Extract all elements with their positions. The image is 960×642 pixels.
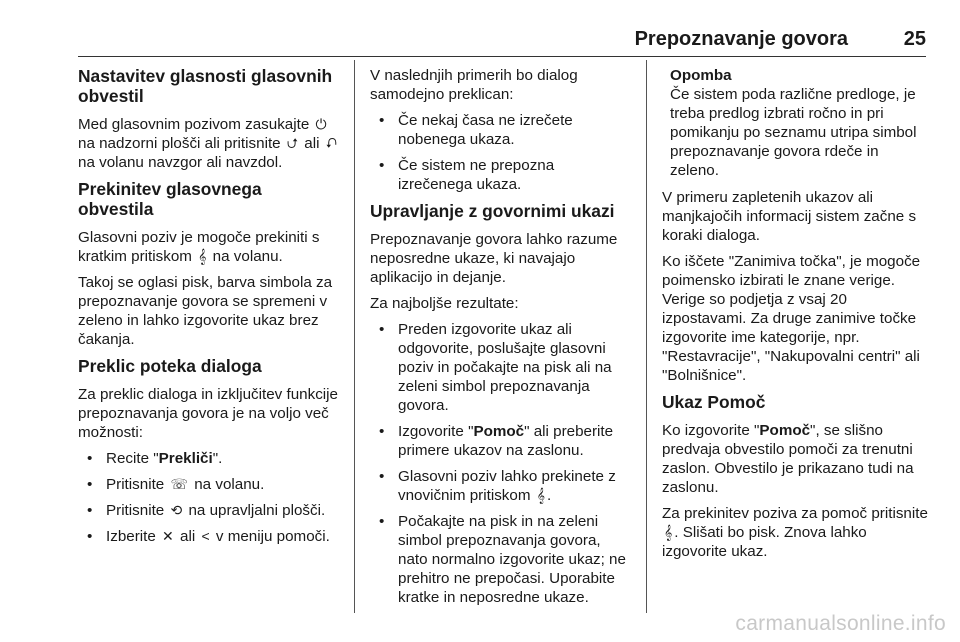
heading-cancel: Preklic poteka dialoga	[78, 356, 262, 376]
paragraph-volume: Med glasovnim pozivom zasukajte ⏻ na nadzorni plošči ali pritisnite ⮍ ali ⮏ na volanu navzgor ali navzdol.	[78, 116, 337, 171]
voice-icon: 𝄞	[198, 248, 207, 264]
paragraph-help: Ko izgovorite "Pomoč", se slišno predvaja obvestilo pomoči za trenutni zaslon. Obvestilo je prikazano tudi na zaslonu.	[662, 422, 914, 496]
paragraph-interrupt-1: Glasovni poziv je mogoče prekiniti s kratkim pritiskom 𝄞 na volanu.	[78, 229, 320, 265]
list-item: • Izgovorite "Pomoč" ali preberite primere ukazov na zaslonu.	[370, 422, 632, 460]
paragraph-stop-help: Za prekinitev poziva za pomoč pritisnite 𝄞 . Slišati bo pisk. Znova lahko izgovorite ukaz.	[662, 505, 928, 560]
back-knob-icon: ⟲	[170, 502, 183, 518]
voice-icon: 𝄞	[664, 524, 673, 540]
list-item: • Izberite ✕ ali < v meniju pomoči.	[78, 527, 340, 546]
paragraph-best-results: Za najboljše rezultate:	[370, 295, 519, 312]
list-item: • Pritisnite ☏ na volanu.	[78, 475, 340, 494]
list-item: • Če nekaj časa ne izrečete nobenega ukaza.	[370, 111, 632, 149]
column-1	[78, 66, 340, 553]
cancel-options-list	[78, 449, 340, 546]
column-3	[662, 66, 928, 568]
heading-interrupt: Prekinitev glasovnega obvestila	[78, 179, 262, 219]
auto-cancel-list	[370, 111, 632, 194]
back-icon: <	[201, 528, 210, 544]
paragraph-complex: V primeru zapletenih ukazov ali manjkajočih informacij sistem začne s koraki dialoga.	[662, 189, 917, 244]
note-title: Opomba	[670, 67, 732, 84]
note-text: Če sistem poda različne predloge, je treba predlog izbrati ročno in pri pomikanju po seznamu utripa simbol prepoznavanje govora rdeče in zeleno.	[670, 86, 917, 179]
column-2	[370, 66, 632, 614]
hangup-icon: ☏	[170, 476, 188, 492]
power-icon: ⏻	[315, 116, 327, 132]
page-number: 25	[903, 28, 926, 50]
column-divider-2	[646, 60, 647, 613]
close-icon: ✕	[162, 528, 174, 544]
list-item: • Preden izgovorite ukaz ali odgovorite, poslušajte glasovni poziv in počakajte na pisk ali na zeleni simbol prepoznavanja govora.	[370, 320, 632, 415]
page-header	[78, 28, 926, 57]
list-item: • Recite "Prekliči".	[78, 449, 340, 468]
voice-icon: 𝄞	[536, 487, 546, 503]
paragraph-cancel: Za preklic dialoga in izklјučitev funkcije prepoznavanja govora je na voljo več možnosti:	[78, 386, 338, 441]
best-results-list	[370, 320, 632, 607]
paragraph-auto-cancel: V naslednjih primerih bo dialog samodejno preklican:	[370, 67, 578, 103]
list-item: • Če sistem ne prepozna izrečenega ukaza.	[370, 156, 632, 194]
heading-help: Ukaz Pomoč	[662, 392, 766, 412]
column-divider-1	[354, 60, 355, 613]
list-item: • Pritisnite ⟲ na upravljalni plošči.	[78, 501, 340, 520]
heading-volume: Nastavitev glasnosti glasovnih obvestil	[78, 66, 333, 106]
heading-voice-commands: Upravljanje z govornimi ukazi	[370, 201, 615, 221]
paragraph-interrupt-2: Takoj se oglasi pisk, barva simbola za prepoznavanje govora se spremeni v zeleno in lahko izgovorite ukaz brez čakanja.	[78, 274, 333, 348]
page-title: Prepoznavanje govora	[634, 28, 848, 50]
list-item: • Počakajte na pisk in na zeleni simbol prepoznavanja govora, nato normalno izgovorite ukaz; ne prehitro ne prepočasi. Uporabite kratke in neposredne ukaze.	[370, 512, 632, 607]
watermark: carmanualsonline.info	[735, 612, 946, 635]
paragraph-voice-commands: Prepoznavanje govora lahko razume neposredne ukaze, ki navajajo aplikacijo in dejanje.	[370, 231, 618, 286]
volume-up-icon: ⮍	[286, 135, 299, 151]
paragraph-poi: Ko iščete "Zanimiva točka", je mogoče poimensko izbirati le znane verige. Verige so podjetja z vsaj 20 izpostavami. Za druge zanimive točke izgovorite ime kategorije, npr. "Restavracije", "Nakupovalni centri" ali "Bolnišnice".	[662, 253, 921, 384]
list-item: • Glasovni poziv lahko prekinete z vnovičnim pritiskom 𝄞 .	[370, 467, 632, 505]
note-box	[662, 66, 928, 180]
volume-down-icon: ⮏	[325, 135, 337, 151]
